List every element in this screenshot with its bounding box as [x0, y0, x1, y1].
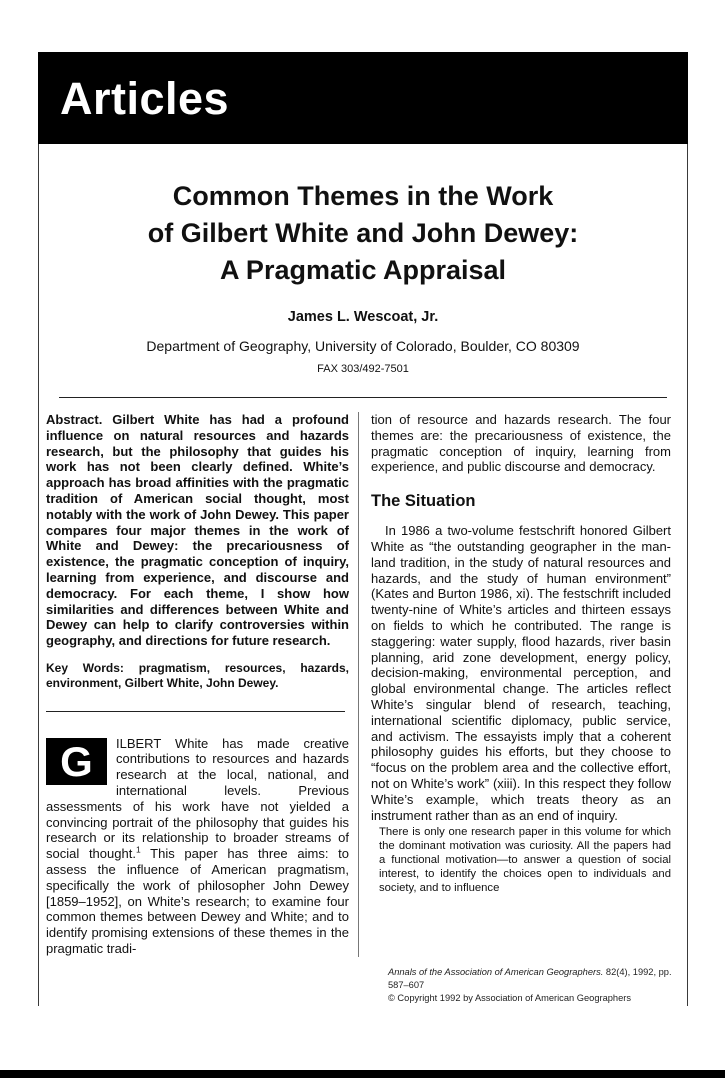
- left-column: [46, 412, 358, 957]
- continuation-paragraph: tion of resource and hazards research. The four themes are: the precariousness of existence, the pragmatic conception of inquiry, learning from experience, and public discourse and democracy.: [371, 412, 671, 475]
- article-title-line2: of Gilbert White and John Dewey:: [147, 218, 579, 248]
- block-quote: There is only one research paper in this volume for which the dominant motivation was curiosity. All the papers had a functional motivation—to answer a question of social interest, to identify the choices open to individuals and society, and to influence: [379, 826, 671, 894]
- bottom-rule-bar: [0, 1070, 725, 1078]
- article-title-line3: A Pragmatic Appraisal: [219, 255, 507, 285]
- two-column-layout: [39, 412, 687, 957]
- intro-text-continued: This paper has three aims: to assess the influence of American pragmatism, specifically the work of philosopher John Dewey [1859–1952], on White’s research; to examine four common themes between Dewey and White; and to identify promising extensions of these themes in the pragmatic tradi-: [46, 846, 349, 956]
- author-affiliation: Department of Geography, University of Colorado, Boulder, CO 80309: [146, 338, 580, 354]
- abstract-separator-rule: [46, 711, 345, 712]
- situation-paragraph: In 1986 a two-volume festschrift honored Gilbert White as “the outstanding geographer in the man-land tradition, in the study of natural resources and hazards, and the study of human environment” (Kates and Burton 1986, xi). The festschrift included twenty-nine of White’s articles and thirteen essays on fields to which he contributed. The range is staggering: water supply, flood hazards, river basin planning, arid zone development, energy policy, decision-making, environmental perception, and global environmental change. The articles reflect White’s singular blend of research, teaching, international scientific diplomacy, public service, and activism. The essayists imply that a coherent philosophy guides his efforts, but they choose to “focus on the problem area and the collective effort, not on White’s work” (xiii). In this respect they follow White’s example, which treats theory as an instrument rather than as an end of inquiry.: [371, 523, 671, 823]
- journal-title-italic: Annals of the Association of American Geographers.: [388, 967, 604, 977]
- article-frame: [38, 144, 688, 1006]
- abstract-paragraph: Abstract. Gilbert White has had a profound influence on natural resources and hazards research, but the philosophy that guides his work has not been clearly defined. White’s approach has broad affinities with the pragmatic tradition of American social thought, most notably with the work of John Dewey. This paper compares four major themes in the work of White and Dewey: the precariousness of existence, the pragmatic conception of inquiry, learning from experience, and discourse and democracy. For each theme, I show how similarities and differences between White and Dewey can help to clarify controversies within geography, and directions for future research.: [46, 412, 349, 649]
- articles-banner-label: Articles: [60, 72, 230, 124]
- intro-text: ILBERT White has made creative contributions to resources and hazards research at the local, national, and international levels. Previous assessments of his work have not yielded a convincing portrait of the philosophy that guides his research or its relationship to broader streams of social thought.: [46, 735, 349, 862]
- journal-citation-footer: [388, 966, 688, 1005]
- title-separator-rule: [59, 397, 667, 398]
- section-heading-the-situation: The Situation: [371, 492, 476, 511]
- drop-cap: G: [46, 738, 107, 785]
- title-block: [39, 144, 687, 375]
- right-column: [359, 412, 671, 957]
- author-name: James L. Wescoat, Jr.: [287, 309, 439, 325]
- author-fax: FAX 303/492-7501: [317, 363, 409, 375]
- footnote-marker: 1: [135, 844, 141, 855]
- intro-paragraph: [46, 736, 349, 957]
- article-title-line1: Common Themes in the Work: [172, 181, 554, 211]
- keywords-paragraph: Key Words: pragmatism, resources, hazards, environment, Gilbert White, John Dewey.: [46, 660, 349, 690]
- citation-line: [388, 966, 688, 992]
- citation-details: 82(4), 1992, pp. 587–607: [388, 967, 672, 990]
- articles-banner: [38, 52, 688, 144]
- copyright-line: © Copyright 1992 by Association of American Geographers: [388, 993, 632, 1003]
- article-title: [39, 178, 687, 289]
